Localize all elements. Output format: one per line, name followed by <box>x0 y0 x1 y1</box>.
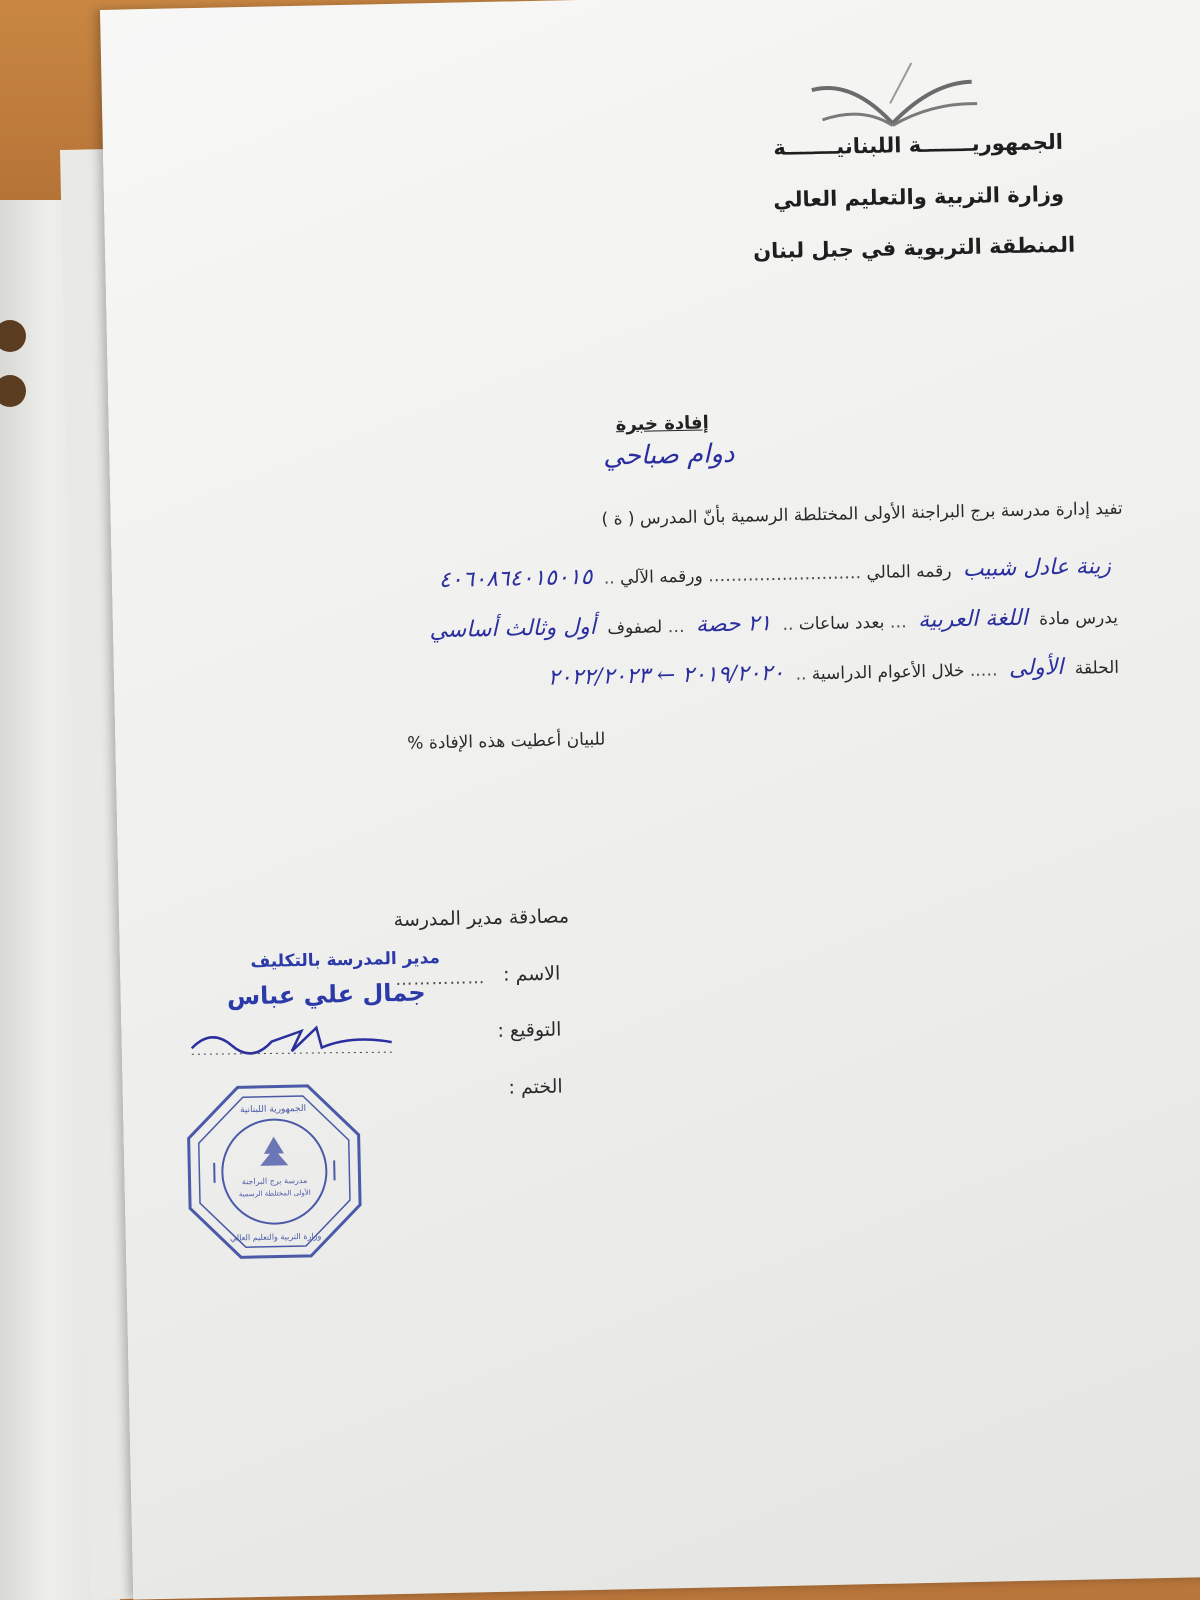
years-value: ٢٠١٩/٢٠٢٠ ← ٢٠٢٢/٢٠٢٣ <box>547 660 785 691</box>
name-stamp-title: مدير المدرسة بالتكليف <box>250 948 441 973</box>
subject-row <box>423 604 1118 644</box>
dotted-fill: …………… <box>395 968 486 991</box>
seal-label: الختم : <box>508 1075 563 1099</box>
teacher-name: زينة عادل شبيب <box>962 553 1112 583</box>
seal-outer-bottom: وزارة التربية والتعليم العالي <box>230 1231 322 1243</box>
header-ministry: وزارة التربية والتعليم العالي <box>773 181 1065 212</box>
cycle-value: الأولى <box>1008 654 1064 682</box>
dotted-fill: ……………………… <box>707 563 862 587</box>
seal-inner-line2: الأولى المختلطة الرسمية <box>238 1188 311 1199</box>
subject-label: يدرس مادة <box>1038 607 1119 630</box>
subject-value: اللغة العربية <box>917 605 1028 633</box>
years-label: خلال الأعوام الدراسية <box>811 661 965 685</box>
name-row <box>433 554 1118 593</box>
grades-value: أول وثالث أساسي <box>429 614 597 644</box>
document-page <box>100 0 1200 1600</box>
automated-number-value: ٤٠٦٠٨٦٤٠١٥٠١٥ <box>438 564 593 594</box>
seal-outer-top: الجمهورية اللبنانية <box>239 1103 307 1116</box>
dotted-fill: .. <box>795 664 807 685</box>
dotted-fill: … <box>889 612 907 633</box>
book-logo-icon <box>791 41 993 135</box>
cycle-row <box>542 654 1120 691</box>
dotted-fill: … <box>667 616 685 638</box>
punch-hole <box>0 320 26 352</box>
cycle-label: الحلقة <box>1074 657 1120 679</box>
dotted-fill: ….. <box>969 660 998 681</box>
hours-value: ٢١ حصة <box>695 611 772 638</box>
approval-label: مصادقة مدير المدرسة <box>393 905 570 932</box>
certificate-title: إفادة خبرة <box>615 412 709 436</box>
dotted-fill: .. <box>603 568 615 589</box>
financial-number-label: رقمه المالي <box>866 561 952 584</box>
school-seal-stamp <box>182 1080 366 1264</box>
name-label: الاسم : <box>502 962 561 986</box>
header-region: المنطقة التربوية في جبل لبنان <box>752 232 1076 264</box>
signature-label: التوقيع : <box>497 1018 562 1042</box>
hours-label: بعدد ساعات <box>798 612 885 635</box>
automated-number-label: ورقمه الآلي <box>619 566 703 589</box>
dotted-fill: .. <box>782 614 794 635</box>
punch-hole <box>0 375 26 407</box>
handwritten-signature <box>181 1014 402 1069</box>
intro-line: تفيد إدارة مدرسة برج البراجنة الأولى المختلطة الرسمية بأنّ المدرس ( ة ) <box>601 498 1123 530</box>
handwritten-subtitle: دوام صباحي <box>602 438 735 472</box>
header-republic: الجمهوريـــــــة اللبنانيـــــــة <box>773 129 1064 160</box>
closing-line: للبيان أعطيت هذه الإفادة % <box>407 729 606 754</box>
grades-label: لصفوف <box>607 617 663 639</box>
name-stamp-name: جمال علي عباس <box>226 978 426 1011</box>
seal-inner-line1: مدرسة برج البراجنة <box>241 1175 308 1187</box>
